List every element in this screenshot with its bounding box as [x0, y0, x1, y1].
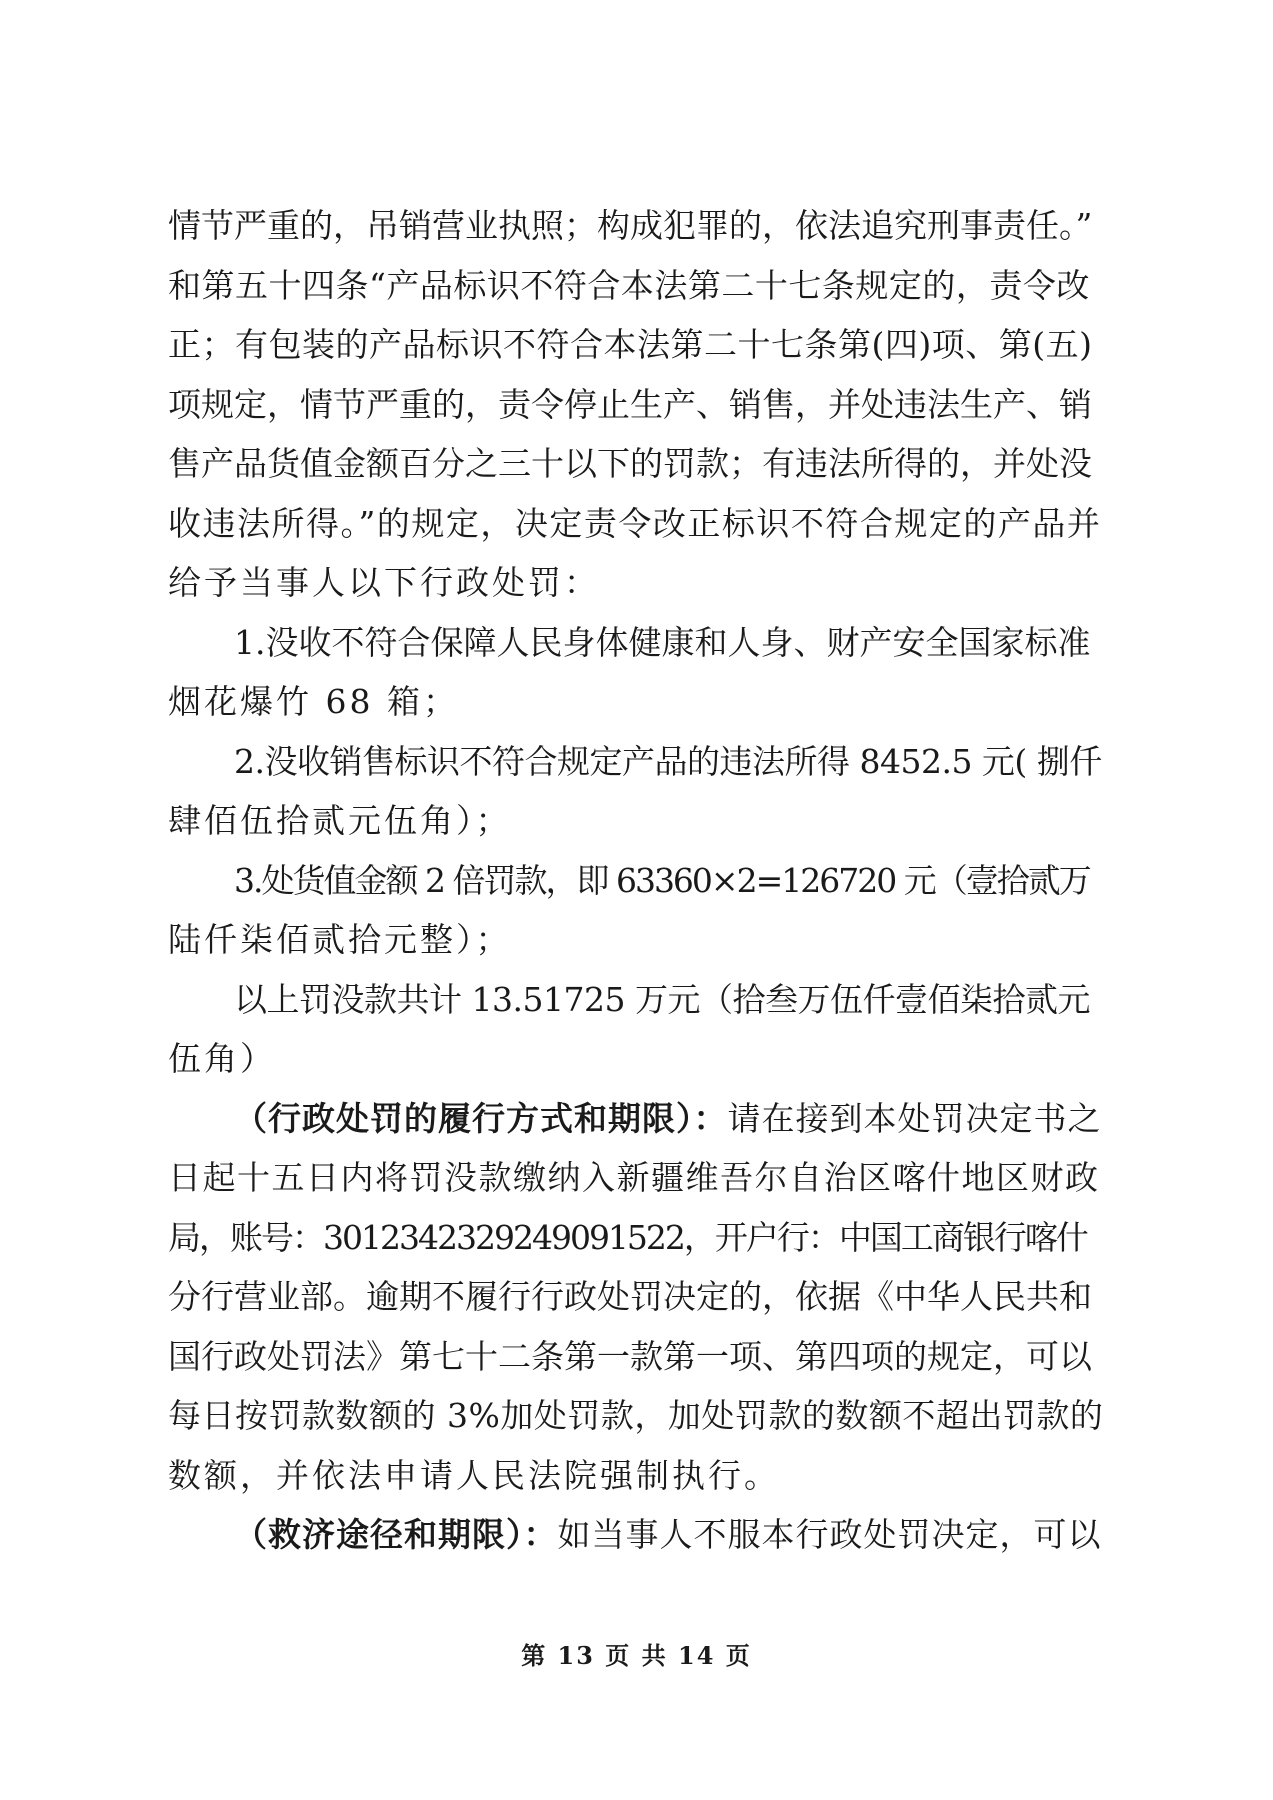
text-line: 烟花爆竹 68 箱； — [168, 682, 459, 721]
text-line: 伍角） — [168, 1039, 276, 1078]
penalty-total: 以上罚没款共计 13.51725 万元（拾叁万伍仟壹佰柒拾贰元 — [234, 979, 1090, 1019]
text-run: 如当事人不服本行政处罚决定，可以 — [557, 1515, 1102, 1554]
remedy-section-line — [168, 1505, 1103, 1565]
text-line: 数额，并依法申请人民法院强制执行。 — [168, 1455, 780, 1495]
text-run: 请在接到本处罚决定书之 — [727, 1098, 1102, 1138]
penalty-item-3: 3.处货值金额 2 倍罚款，即 63360×2=126720 元（壹拾贰万 — [234, 860, 1090, 900]
text-line: 肆佰伍拾贰元伍角）； — [168, 801, 512, 840]
page-number-footer: 第 13 页 共 14 页 — [521, 1641, 752, 1670]
document-body — [168, 196, 1103, 1565]
text-line: 陆仟柒佰贰拾元整）； — [168, 920, 512, 959]
text-line: 给予当事人以下行政处罚： — [168, 563, 600, 602]
text-line: 和第五十四条“产品标识不符合本法第二十七条规定的，责令改 — [168, 265, 1090, 305]
text-line: 分行营业部。逾期不履行行政处罚决定的，依据《中华人民共和 — [168, 1277, 1092, 1316]
penalty-item-1: 1.没收不符合保障人民身体健康和人身、财产安全国家标准 — [234, 622, 1091, 662]
payment-section-heading: （行政处罚的履行方式和期限）： — [234, 1098, 728, 1138]
penalty-item-2: 2.没收销售标识不符合规定产品的违法所得 8452.5 元( 捌仟 — [234, 741, 1102, 781]
text-line: 日起十五日内将罚没款缴纳入新疆维吾尔自治区喀什地区财政 — [168, 1158, 1100, 1197]
payment-section-line — [168, 1089, 1103, 1149]
text-line: 正；有包装的产品标识不符合本法第二十七条第(四)项、第(五) — [168, 325, 1093, 364]
text-line: 每日按罚款数额的 3%加处罚款，加处罚款的数额不超出罚款的 — [168, 1396, 1104, 1435]
text-line: 项规定，情节严重的，责令停止生产、销售，并处违法生产、销 — [168, 384, 1092, 424]
text-line: 局，账号：3012342329249091522，开户行：中国工商银行喀什 — [168, 1217, 1087, 1257]
text-line: 收违法所得。”的规定，决定责令改正标识不符合规定的产品并 — [168, 503, 1102, 543]
text-line: 国行政处罚法》第七十二条第一款第一项、第四项的规定，可以 — [168, 1336, 1092, 1376]
text-line: 情节严重的，吊销营业执照；构成犯罪的，依法追究刑事责任。” — [168, 206, 1093, 245]
text-line: 售产品货值金额百分之三十以下的罚款；有违法所得的，并处没 — [168, 444, 1092, 483]
remedy-section-heading: （救济途径和期限）： — [234, 1515, 558, 1554]
